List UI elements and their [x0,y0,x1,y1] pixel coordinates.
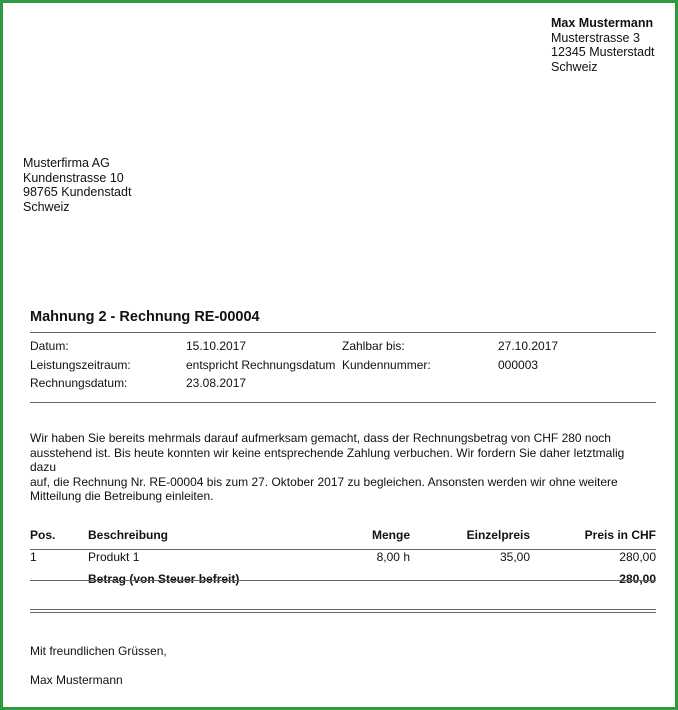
total-divider-top [30,609,656,610]
kunden-value: 000003 [498,357,539,372]
greeting: Mit freundlichen Grüssen, [30,644,167,658]
recipient-street: Kundenstrasse 10 [23,170,124,185]
leistung-value: entspricht Rechnungsdatum [186,357,336,372]
table-header [30,526,656,548]
header-desc: Beschreibung [88,528,169,542]
rechnungsdatum-value: 23.08.2017 [186,376,247,390]
total-divider-bottom [30,612,656,613]
sender-city: 12345 Musterstadt [551,45,655,59]
body-line: auf, die Rechnung Nr. RE-00004 bis zum 27. Oktober 2017 zu begleichen. Ansonsten werden wir ohne weitere [30,474,618,489]
header-qty: Menge [371,528,410,542]
body-line: ausstehend ist. Bis heute konnten wir keine entsprechende Zahlung verbuchen. Wir fordern Sie daher letztmalig dazu [30,445,625,474]
reminder-text [30,431,650,504]
total-row [30,570,656,592]
recipient-company: Musterfirma AG [23,156,110,170]
total-value: 280,00 [619,572,656,586]
leistung-label: Leistungszeitraum: [30,357,131,372]
rows-divider [30,580,656,581]
meta-row [30,339,656,358]
line-items-table [30,526,656,592]
header-price: Preis in CHF [584,528,656,542]
meta-row [30,358,656,377]
header-divider [30,549,656,550]
row-desc: Produkt 1 [88,550,140,564]
rechnungsdatum-label: Rechnungsdatum: [30,376,128,390]
body-line: Mitteilung die Betreibung einleiten. [30,489,214,503]
zahlbar-label: Zahlbar bis: [342,339,405,353]
row-unit: 35,00 [499,550,530,564]
meta-row [30,376,656,395]
body-line: Wir haben Sie bereits mehrmals darauf aufmerksam gemacht, dass der Rechnungsbetrag von CHF 280 noch [30,431,611,445]
datum-label: Datum: [30,339,69,353]
recipient-country: Schweiz [23,199,70,214]
title-divider [30,332,656,333]
sender-street: Musterstrasse 3 [551,30,640,45]
datum-value: 15.10.2017 [186,339,247,353]
total-label: Betrag (von Steuer befreit) [88,572,240,586]
document-title: Mahnung 2 - Rechnung RE-00004 [30,309,260,325]
zahlbar-value: 27.10.2017 [498,339,559,353]
sender-address [551,16,655,74]
header-pos: Pos. [30,528,56,542]
row-price: 280,00 [619,550,656,564]
sender-name: Max Mustermann [551,16,654,30]
kunden-label: Kundennummer: [342,357,431,372]
signature: Max Mustermann [30,673,123,687]
recipient-city: 98765 Kundenstadt [23,185,132,199]
sender-country: Schweiz [551,59,598,74]
table-row [30,548,656,570]
recipient-address [23,156,131,214]
meta-divider [30,402,656,403]
header-unit: Einzelpreis [466,528,530,542]
row-qty: 8,00 h [376,550,410,564]
invoice-meta [30,339,656,395]
row-pos: 1 [30,550,37,564]
